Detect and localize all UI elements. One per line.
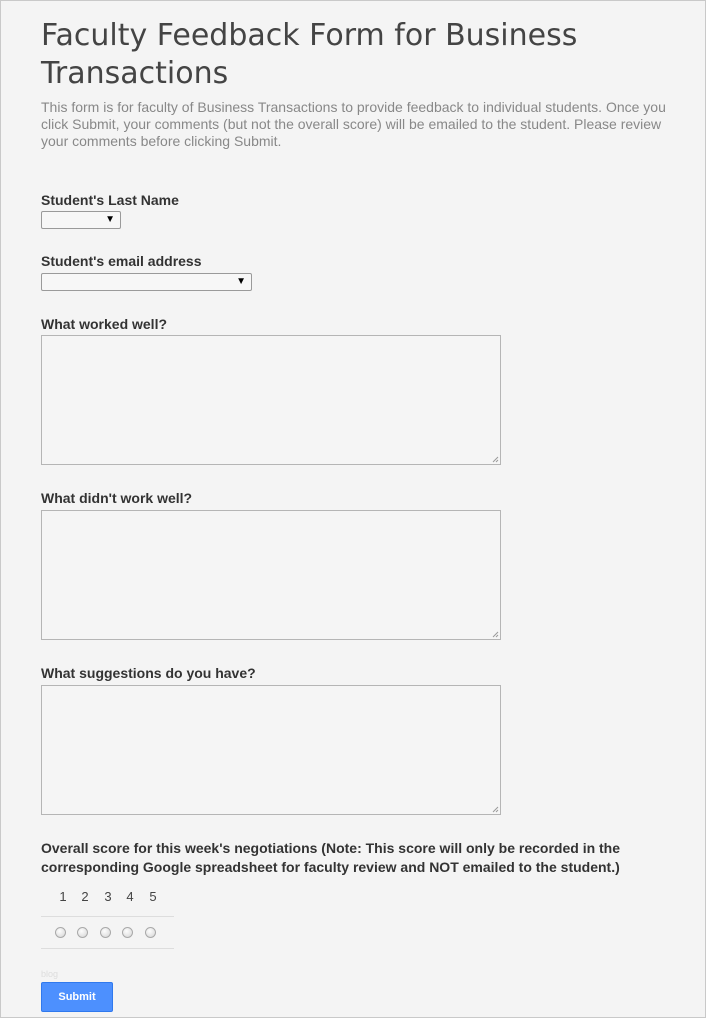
scale-number-1: 1 xyxy=(59,889,67,904)
resize-grip-icon[interactable] xyxy=(491,630,499,638)
score-radio-4[interactable] xyxy=(122,927,133,938)
score-radio-3[interactable] xyxy=(100,927,111,938)
score-label: Overall score for this week's negotiations (Note: This score will only be recorded in the corresponding Google spreadsheet for faculty review and NOT emailed to the student.) xyxy=(41,840,621,875)
email-select[interactable] xyxy=(41,273,252,291)
scale-divider xyxy=(41,948,174,949)
scale-number-4: 4 xyxy=(126,889,134,904)
score-radio-5[interactable] xyxy=(145,927,156,938)
form-title: Faculty Feedback Form for Business Transactions xyxy=(41,18,578,91)
didnt-work-textarea[interactable] xyxy=(41,510,501,640)
submit-button[interactable]: Submit xyxy=(41,982,113,1012)
scale-number-3: 3 xyxy=(104,889,112,904)
score-scale xyxy=(41,881,174,949)
resize-grip-icon[interactable] xyxy=(491,805,499,813)
email-label: Student's email address xyxy=(41,253,202,269)
scale-divider xyxy=(41,916,174,917)
score-radio-1[interactable] xyxy=(55,927,66,938)
score-radio-2[interactable] xyxy=(77,927,88,938)
worked-well-textarea[interactable] xyxy=(41,335,501,465)
dropdown-arrow-icon: ▼ xyxy=(236,276,246,287)
didnt-work-label: What didn't work well? xyxy=(41,490,193,506)
worked-well-label: What worked well? xyxy=(41,316,168,332)
last-name-select[interactable] xyxy=(41,211,121,229)
suggestions-label: What suggestions do you have? xyxy=(41,665,256,681)
dropdown-arrow-icon: ▼ xyxy=(105,214,115,225)
suggestions-textarea[interactable] xyxy=(41,685,501,815)
form-description: This form is for faculty of Business Transactions to provide feedback to individual students. Once you click Submit, your comments (but not the overall score) will be emailed to the student. Please review your comments before clicking Submit. xyxy=(41,99,666,149)
last-name-label: Student's Last Name xyxy=(41,192,179,208)
footer-note: blog xyxy=(41,969,59,979)
scale-number-5: 5 xyxy=(149,889,157,904)
resize-grip-icon[interactable] xyxy=(491,455,499,463)
scale-number-2: 2 xyxy=(81,889,89,904)
